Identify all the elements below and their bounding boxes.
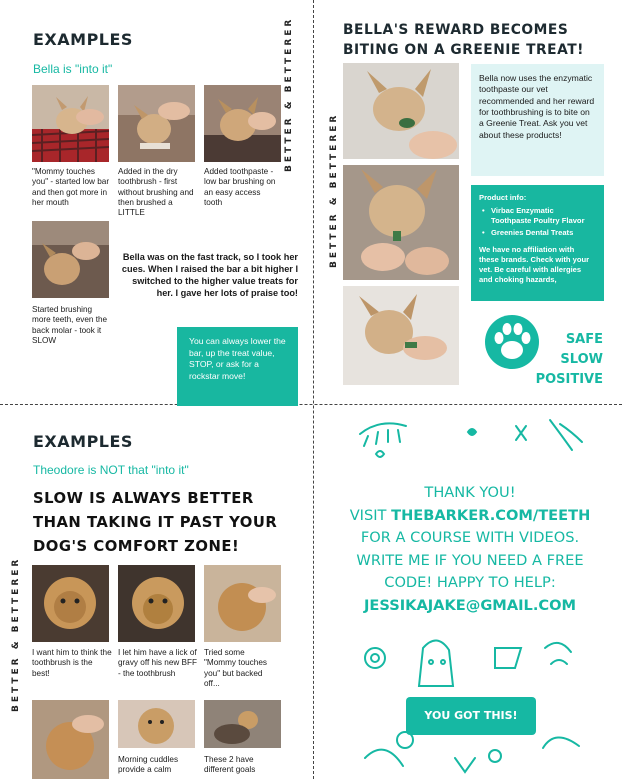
panel3-side-label: BETTER & BETTERER (11, 556, 21, 712)
photo-bella-2 (118, 85, 195, 162)
panel1-side-label: BETTER & BETTERER (284, 16, 294, 172)
panel2-side-label: BETTER & BETTERER (329, 112, 339, 268)
course-url[interactable]: THEBARKER.COM/TEETH (391, 506, 591, 524)
you-got-this-badge: YOU GOT THIS! (406, 697, 536, 735)
panel3-subtitle: Theodore is NOT that "into it" (33, 463, 189, 477)
thank-you-message: THANK YOU! VISIT THEBARKER.COM/TEETH FOR A COURSE WITH VIDEOS. WRITE ME IF YOU NEED A FREE CODE! HAPPY TO HELP: JESSIKAJAKE@GMAIL.COM (330, 482, 610, 617)
contact-email[interactable]: JESSIKAJAKE@GMAIL.COM (363, 596, 577, 614)
photo-reward-1 (343, 63, 459, 159)
photo-theodore-4 (32, 700, 109, 779)
panel1-callout: You can always lower the bar, up the treat value, STOP, or ask for a rockstar move! (177, 327, 298, 406)
photo-theodore-5-caption: Morning cuddles provide a calm (118, 755, 179, 775)
photo-theodore-1-caption: I want him to think the toothbrush is the best! (32, 648, 112, 678)
panel2-product-box (471, 185, 604, 301)
photo-bella-4 (32, 221, 109, 298)
panel1-body: Bella was on the fast track, so I took her cues. When I raised the bar a bit higher I switched to the higher value treats for her. I gave her lots of praise too! (121, 252, 298, 298)
photo-bella-3-caption: Added toothpaste - low bar brushing on an easy access tooth (204, 167, 276, 207)
photo-reward-2 (343, 165, 459, 280)
thank-you-line: THANK YOU! (424, 484, 516, 501)
product-disclaimer: We have no affiliation with these brands. Check with your vet. Be careful with allergies and choking hazards, (479, 245, 590, 285)
photo-bella-1 (32, 85, 109, 162)
doodle-decoration-top (340, 412, 610, 472)
photo-theodore-6-caption: These 2 have different goals (204, 755, 256, 775)
panel2-info-box: Bella now uses the enzymatic toothpaste our vet recommended and her reward for toothbrushing is to bite on a Greenie Treat. Ask you vet about these products! (471, 64, 604, 176)
panel2-motto: SAFE SLOW POSITIVE (535, 332, 603, 387)
photo-theodore-5 (118, 700, 195, 748)
product-item-2: • Greenies Dental Treats (482, 227, 574, 237)
photo-bella-1-caption: "Mommy touches you" - started low bar and then got more in her mouth (32, 167, 110, 207)
photo-theodore-2-caption: I let him have a lick of gravy off his new BFF - the toothbrush (118, 648, 198, 678)
photo-theodore-3-caption: Tried some "Mommy touches you" but backed off... (204, 648, 267, 688)
photo-theodore-6 (204, 700, 281, 748)
photo-reward-3 (343, 286, 459, 385)
photo-theodore-2 (118, 565, 195, 642)
panel3-title: EXAMPLES (33, 432, 133, 451)
photo-bella-3 (204, 85, 281, 162)
photo-bella-2-caption: Added in the dry toothbrush - first without brushing and then brushed a LITTLE (118, 167, 194, 217)
panel3-headline: SLOW IS ALWAYS BETTER THAN TAKING IT PAST YOUR DOG'S COMFORT ZONE! (33, 490, 278, 555)
photo-theodore-1 (32, 565, 109, 642)
photo-theodore-3 (204, 565, 281, 642)
fold-line-vertical (313, 0, 314, 779)
panel1-title: EXAMPLES (33, 30, 133, 49)
photo-bella-4-caption: Started brushing more teeth, even the back molar - took it SLOW (32, 305, 108, 345)
visit-line: VISIT THEBARKER.COM/TEETH (349, 506, 591, 524)
product-heading: Product info: (479, 193, 527, 202)
fold-line-horizontal (0, 404, 622, 405)
panel2-title: BELLA'S REWARD BECOMES BITING ON A GREENIE TREAT! (343, 22, 584, 58)
panel1-subtitle: Bella is "into it" (33, 62, 113, 76)
product-item-1: • Virbac Enzymatic Toothpaste Poultry Flavor (482, 205, 585, 225)
